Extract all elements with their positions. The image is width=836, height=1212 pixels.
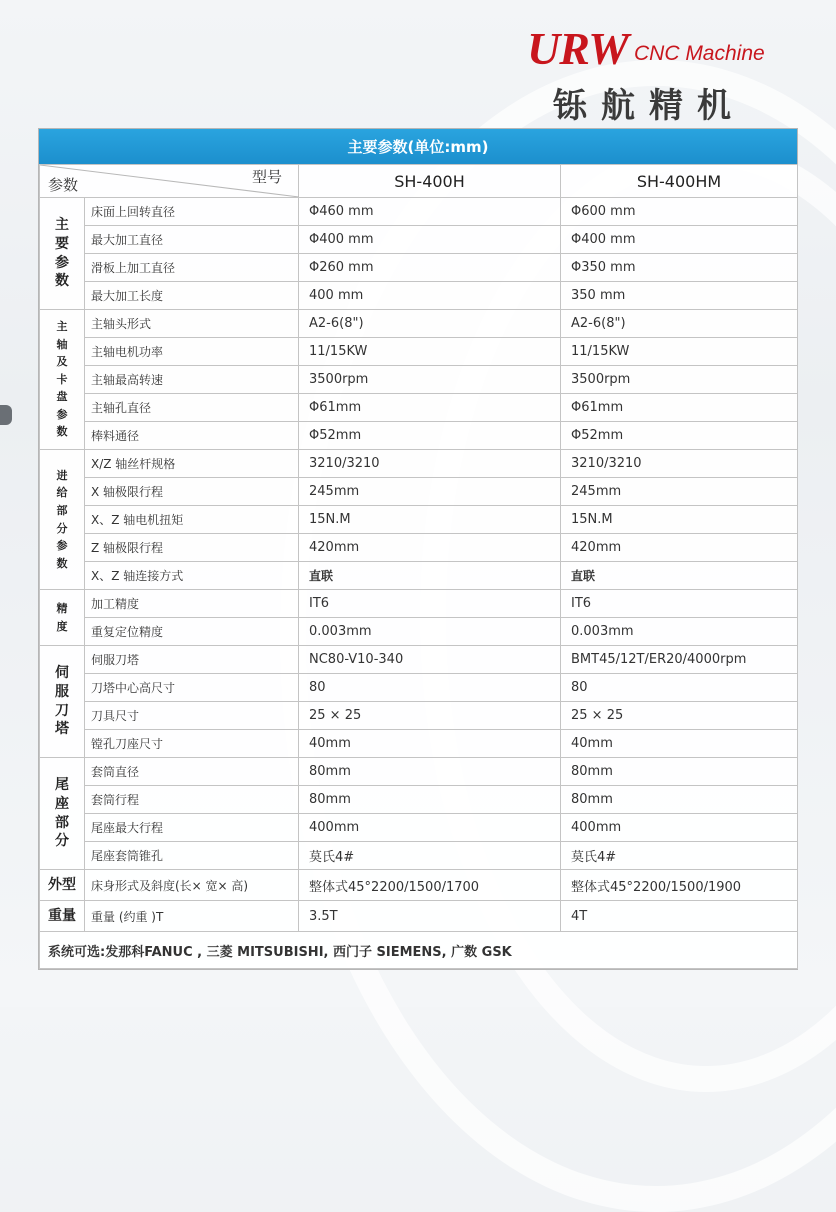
value-model-1: 整体式45°2200/1500/1700 [299, 870, 561, 901]
value-model-2: 0.003mm [561, 618, 798, 646]
param-name: 尾座套筒锥孔 [85, 842, 299, 870]
value-model-1: 400mm [299, 814, 561, 842]
value-model-1: 40mm [299, 730, 561, 758]
value-model-2: BMT45/12T/ER20/4000rpm [561, 646, 798, 674]
table-row [40, 590, 798, 618]
table-row [40, 562, 798, 590]
category-label: 主要参数 [54, 216, 69, 290]
value-model-2: 400mm [561, 814, 798, 842]
param-name: 主轴最高转速 [85, 366, 299, 394]
logo-sub-text: CNC Machine [633, 42, 765, 65]
param-name: 主轴孔直径 [85, 394, 299, 422]
table-row [40, 226, 798, 254]
value-model-2: Φ350 mm [561, 254, 798, 282]
table-row [40, 366, 798, 394]
value-model-2: Φ61mm [561, 394, 798, 422]
param-name: X、Z 轴连接方式 [85, 562, 299, 590]
category-cell [40, 450, 85, 590]
value-model-1: 莫氏4# [299, 842, 561, 870]
value-model-2: 420mm [561, 534, 798, 562]
table-row [40, 310, 798, 338]
table-row [40, 814, 798, 842]
value-model-1: 0.003mm [299, 618, 561, 646]
value-model-2: 40mm [561, 730, 798, 758]
table-banner: 主要参数(单位:mm) [39, 129, 797, 164]
param-name: 床身形式及斜度(长× 宽× 高) [85, 870, 299, 901]
table-row [40, 338, 798, 366]
value-model-1: Φ460 mm [299, 198, 561, 226]
value-model-1: IT6 [299, 590, 561, 618]
logo-main-text: URW [527, 23, 628, 74]
value-model-1: 80 [299, 674, 561, 702]
table-row [40, 534, 798, 562]
value-model-2: 直联 [561, 562, 798, 590]
category-label: 外型 [48, 876, 76, 893]
table-row [40, 674, 798, 702]
value-model-1: 15N.M [299, 506, 561, 534]
value-model-2: Φ400 mm [561, 226, 798, 254]
spec-table-body [40, 165, 798, 969]
value-model-2: 350 mm [561, 282, 798, 310]
value-model-1: Φ61mm [299, 394, 561, 422]
param-name: 刀塔中心高尺寸 [85, 674, 299, 702]
table-row [40, 646, 798, 674]
side-tab-decoration [0, 405, 12, 425]
category-label: 伺服刀塔 [54, 664, 69, 738]
value-model-1: 80mm [299, 786, 561, 814]
footer-row [40, 932, 798, 969]
value-model-2: 80mm [561, 758, 798, 786]
value-model-2: IT6 [561, 590, 798, 618]
param-name: 最大加工长度 [85, 282, 299, 310]
header [0, 0, 836, 128]
category-label: 主轴及卡盘参数 [56, 319, 68, 439]
value-model-2: 4T [561, 901, 798, 932]
model-name-1: SH-400H [299, 165, 561, 198]
table-row [40, 506, 798, 534]
table-row [40, 478, 798, 506]
table-row [40, 758, 798, 786]
value-model-2: 245mm [561, 478, 798, 506]
value-model-1: 245mm [299, 478, 561, 506]
value-model-2: Φ52mm [561, 422, 798, 450]
table-row [40, 254, 798, 282]
value-model-2: 整体式45°2200/1500/1900 [561, 870, 798, 901]
table-row [40, 870, 798, 901]
category-cell [40, 198, 85, 310]
table-row [40, 198, 798, 226]
value-model-1: 80mm [299, 758, 561, 786]
category-cell [40, 901, 85, 932]
table-row [40, 450, 798, 478]
category-cell [40, 590, 85, 646]
param-name: 滑板上加工直径 [85, 254, 299, 282]
param-label: 参数 [48, 176, 79, 194]
value-model-1: 直联 [299, 562, 561, 590]
category-label: 尾座部分 [54, 776, 69, 850]
table-row [40, 786, 798, 814]
table-row [40, 842, 798, 870]
param-name: 重复定位精度 [85, 618, 299, 646]
model-label: 型号 [251, 168, 282, 186]
value-model-1: 3210/3210 [299, 450, 561, 478]
table-row [40, 702, 798, 730]
category-cell [40, 870, 85, 901]
category-cell [40, 310, 85, 450]
param-name: 套筒行程 [85, 786, 299, 814]
value-model-2: 15N.M [561, 506, 798, 534]
table-row [40, 422, 798, 450]
diagonal-header-cell [40, 165, 299, 198]
value-model-1: A2-6(8") [299, 310, 561, 338]
table-row [40, 730, 798, 758]
system-options-note: 系统可选:发那科FANUC , 三菱 MITSUBISHI, 西门子 SIEMENS, 广数 GSK [40, 932, 798, 969]
param-name: X 轴极限行程 [85, 478, 299, 506]
value-model-1: 400 mm [299, 282, 561, 310]
param-name: 最大加工直径 [85, 226, 299, 254]
category-label: 精度 [56, 601, 68, 633]
value-model-1: 25 × 25 [299, 702, 561, 730]
value-model-2: 80 [561, 674, 798, 702]
param-name: 主轴头形式 [85, 310, 299, 338]
value-model-1: NC80-V10-340 [299, 646, 561, 674]
value-model-1: Φ400 mm [299, 226, 561, 254]
table-row [40, 901, 798, 932]
value-model-1: 11/15KW [299, 338, 561, 366]
table-row [40, 394, 798, 422]
value-model-1: Φ260 mm [299, 254, 561, 282]
category-cell [40, 758, 85, 870]
value-model-1: 3.5T [299, 901, 561, 932]
category-label: 进给部分参数 [56, 468, 68, 570]
value-model-1: Φ52mm [299, 422, 561, 450]
value-model-2: 25 × 25 [561, 702, 798, 730]
param-name: 加工精度 [85, 590, 299, 618]
spec-table [39, 164, 798, 969]
table-row [40, 618, 798, 646]
value-model-2: 11/15KW [561, 338, 798, 366]
value-model-1: 420mm [299, 534, 561, 562]
spec-table-container [38, 128, 798, 970]
param-name: 镗孔刀座尺寸 [85, 730, 299, 758]
param-name: X/Z 轴丝杆规格 [85, 450, 299, 478]
param-name: 套筒直径 [85, 758, 299, 786]
param-name: 主轴电机功率 [85, 338, 299, 366]
param-name: 伺服刀塔 [85, 646, 299, 674]
value-model-1: 3500rpm [299, 366, 561, 394]
param-name: 棒料通径 [85, 422, 299, 450]
model-name-2: SH-400HM [561, 165, 798, 198]
category-label: 重量 [48, 907, 76, 924]
param-name: 重量 (约重 )T [85, 901, 299, 932]
param-name: 刀具尺寸 [85, 702, 299, 730]
value-model-2: A2-6(8") [561, 310, 798, 338]
param-name: 尾座最大行程 [85, 814, 299, 842]
table-row [40, 282, 798, 310]
param-name: X、Z 轴电机扭矩 [85, 506, 299, 534]
brand-logo [527, 22, 765, 72]
category-cell [40, 646, 85, 758]
brand-chinese-name: 铄航精机 [553, 86, 745, 126]
value-model-2: 3500rpm [561, 366, 798, 394]
table-header-row [40, 165, 798, 198]
value-model-2: Φ600 mm [561, 198, 798, 226]
value-model-2: 3210/3210 [561, 450, 798, 478]
param-name: Z 轴极限行程 [85, 534, 299, 562]
param-name: 床面上回转直径 [85, 198, 299, 226]
value-model-2: 80mm [561, 786, 798, 814]
value-model-2: 莫氏4# [561, 842, 798, 870]
